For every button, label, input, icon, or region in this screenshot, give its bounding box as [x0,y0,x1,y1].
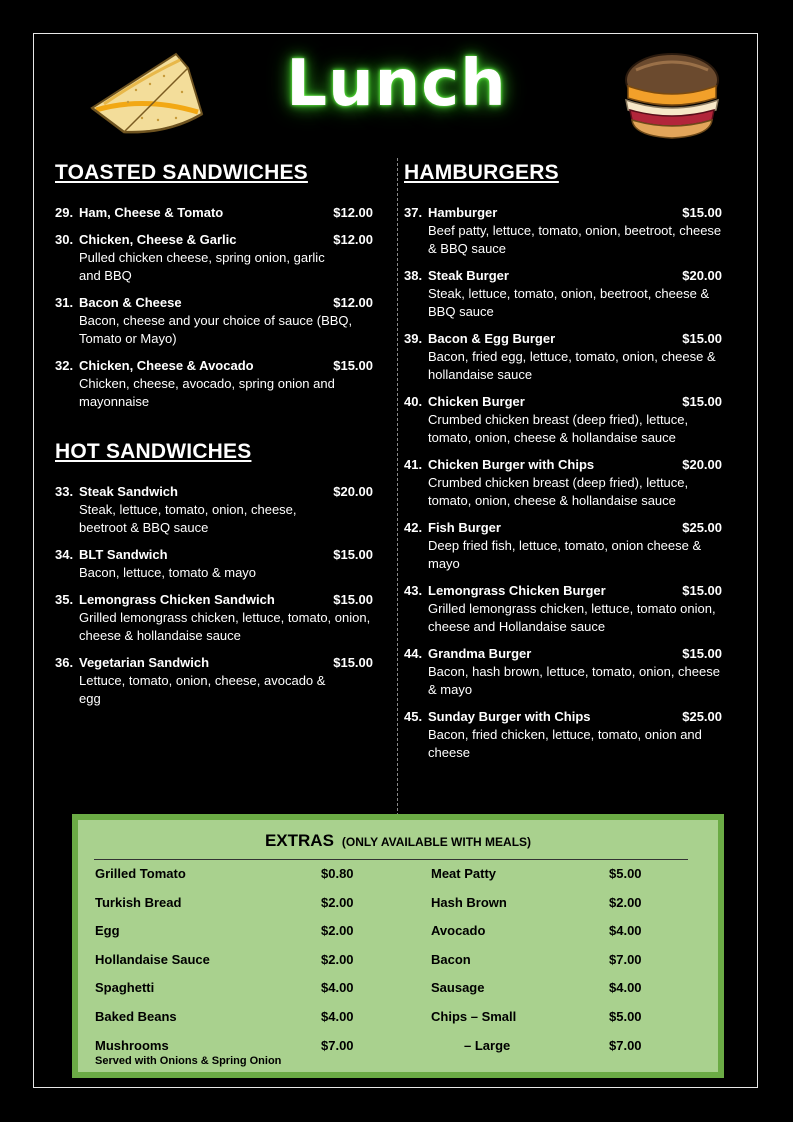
extra-price: $2.00 [321,894,354,910]
item-name: Bacon & Cheese [79,295,182,310]
item-description: Bacon, fried chicken, lettuce, tomato, onion and cheese [428,727,702,760]
item-name: BLT Sandwich [79,547,168,562]
item-description: Chicken, cheese, avocado, spring onion and mayonnaise [79,376,335,409]
item-price: $15.00 [682,646,722,661]
left-column [55,160,375,717]
menu-item [55,483,375,537]
extra-row [95,894,375,923]
item-number: 39. [404,331,423,346]
item-number: 45. [404,709,423,724]
item-name: Ham, Cheese & Tomato [79,205,224,220]
extra-name: Meat Patty [431,866,497,881]
extra-price: $4.00 [321,980,354,996]
extra-name: – Large [464,1037,511,1053]
item-price: $12.00 [333,232,373,247]
item-price: $20.00 [333,484,373,499]
extra-price: $5.00 [609,866,642,881]
extra-name: Hollandaise Sauce [95,951,210,967]
item-name: Lemongrass Chicken Burger [428,583,606,598]
item-number: 31. [55,295,74,310]
item-description: Grilled lemongrass chicken, lettuce, tomato, onion, cheese & hollandaise sauce [79,610,371,643]
hot-sandwiches-heading: HOT SANDWICHES [55,440,252,463]
extras-panel [72,814,724,1078]
extra-row [431,865,691,894]
item-price: $15.00 [682,394,722,409]
extra-price: $5.00 [609,1008,642,1024]
item-description: Steak, lettuce, tomato, onion, cheese, beetroot & BBQ sauce [79,502,297,535]
item-number: 30. [55,232,74,247]
extra-name: Chips – Small [431,1008,517,1024]
item-number: 36. [55,655,74,670]
item-price: $15.00 [682,205,722,220]
item-price: $12.00 [333,205,373,220]
extra-row [95,922,375,951]
item-price: $15.00 [682,331,722,346]
extra-name: Bacon [431,951,471,967]
menu-item [55,357,375,411]
menu-item [404,582,724,636]
item-name: Lemongrass Chicken Sandwich [79,592,275,607]
item-name: Steak Sandwich [79,484,178,499]
extra-price: $7.00 [609,951,642,967]
extra-price: $2.00 [609,894,642,910]
item-name: Chicken, Cheese & Garlic [79,232,237,247]
item-description: Bacon, lettuce, tomato & mayo [79,565,257,580]
item-description: Bacon, hash brown, lettuce, tomato, onion, cheese & mayo [428,664,720,697]
item-name: Grandma Burger [428,646,532,661]
extra-row [95,865,375,894]
menu-item [404,267,724,321]
item-number: 29. [55,205,74,220]
item-number: 43. [404,583,423,598]
hamburgers-heading: HAMBURGERS [404,161,559,184]
menu-item [55,654,375,708]
extras-heading [78,830,718,853]
item-number: 34. [55,547,74,562]
menu-item [55,231,375,285]
extra-row [431,951,691,980]
extra-price: $7.00 [609,1037,642,1053]
extra-price: $7.00 [321,1037,354,1053]
extra-name: Mushrooms [95,1037,169,1053]
item-description: Steak, lettuce, tomato, onion, beetroot, cheese & BBQ sauce [428,286,710,319]
item-description: Deep fried fish, lettuce, tomato, onion cheese & mayo [428,538,702,571]
extra-name: Avocado [431,923,486,939]
item-description: Bacon, cheese and your choice of sauce (BBQ, Tomato or Mayo) [79,313,353,346]
right-column [404,160,724,771]
toasted-sandwiches-heading: TOASTED SANDWICHES [55,161,308,184]
extra-name: Grilled Tomato [95,866,186,881]
extras-note: Served with Onions & Spring Onion [95,1055,282,1067]
item-price: $15.00 [333,547,373,562]
item-number: 38. [404,268,423,283]
menu-item [55,591,375,645]
extra-row [431,922,691,951]
extra-row [95,951,375,980]
column-divider [397,158,398,816]
extra-name: Egg [95,923,120,939]
item-name: Sunday Burger with Chips [428,709,591,724]
extras-left-column [95,865,375,1065]
item-number: 44. [404,646,423,661]
extras-inner [78,820,718,1072]
item-description: Pulled chicken cheese, spring onion, garlic and BBQ [79,250,325,283]
item-price: $15.00 [682,583,722,598]
item-name: Chicken, Cheese & Avocado [79,358,254,373]
item-description: Crumbed chicken breast (deep fried), lettuce, tomato, onion, cheese & hollandaise sauce [428,412,689,445]
extra-row [431,979,691,1008]
item-description: Beef patty, lettuce, tomato, onion, beetroot, cheese & BBQ sauce [428,223,722,256]
page-title: Lunch [286,47,507,121]
menu-item [404,708,724,762]
item-price: $15.00 [333,592,373,607]
extra-name: Hash Brown [431,894,507,910]
menu-item [404,330,724,384]
item-number: 41. [404,457,423,472]
item-name: Bacon & Egg Burger [428,331,556,346]
menu-item [404,393,724,447]
item-description: Lettuce, tomato, onion, cheese, avocado & egg [79,673,326,706]
extra-row [431,1008,691,1037]
extra-name: Baked Beans [95,1008,177,1024]
item-description: Bacon, fried egg, lettuce, tomato, onion, cheese & hollandaise sauce [428,349,716,382]
menu-item [404,204,724,258]
extra-row [95,1008,375,1037]
item-price: $20.00 [682,457,722,472]
item-price: $25.00 [682,709,722,724]
item-number: 42. [404,520,423,535]
item-name: Vegetarian Sandwich [79,655,210,670]
extra-row [431,894,691,923]
extras-right-column [431,865,691,1065]
menu-item [404,519,724,573]
menu-item [404,645,724,699]
extra-price: $4.00 [609,980,642,996]
extra-name: Spaghetti [95,980,155,996]
item-name: Steak Burger [428,268,509,283]
extra-name: Sausage [431,980,485,996]
hamburger-icon [620,50,724,140]
item-name: Chicken Burger [428,394,525,409]
item-number: 32. [55,358,74,373]
extras-title: EXTRAS [264,831,334,850]
item-price: $20.00 [682,268,722,283]
menu-item [404,456,724,510]
menu-item [55,204,375,222]
extras-divider [94,859,688,860]
item-price: $25.00 [682,520,722,535]
extra-price: $4.00 [321,1008,354,1024]
item-description: Crumbed chicken breast (deep fried), lettuce, tomato, onion, cheese & hollandaise sauce [428,475,689,508]
menu-item [55,294,375,348]
extra-price: $2.00 [321,923,354,939]
extra-row [95,979,375,1008]
item-name: Chicken Burger with Chips [428,457,595,472]
item-number: 33. [55,484,74,499]
item-name: Fish Burger [428,520,501,535]
extra-price: $0.80 [321,866,354,881]
extras-subtitle: (ONLY AVAILABLE WITH MEALS) [341,835,532,849]
item-price: $15.00 [333,655,373,670]
extra-price: $2.00 [321,951,354,967]
item-number: 37. [404,205,423,220]
menu-item [55,546,375,582]
extra-name: Turkish Bread [95,894,182,910]
item-name: Hamburger [428,205,498,220]
item-description: Grilled lemongrass chicken, lettuce, tomato onion, cheese and Hollandaise sauce [428,601,716,634]
extra-row [431,1037,691,1066]
item-number: 35. [55,592,74,607]
item-price: $12.00 [333,295,373,310]
item-number: 40. [404,394,423,409]
extra-price: $4.00 [609,923,642,939]
item-price: $15.00 [333,358,373,373]
